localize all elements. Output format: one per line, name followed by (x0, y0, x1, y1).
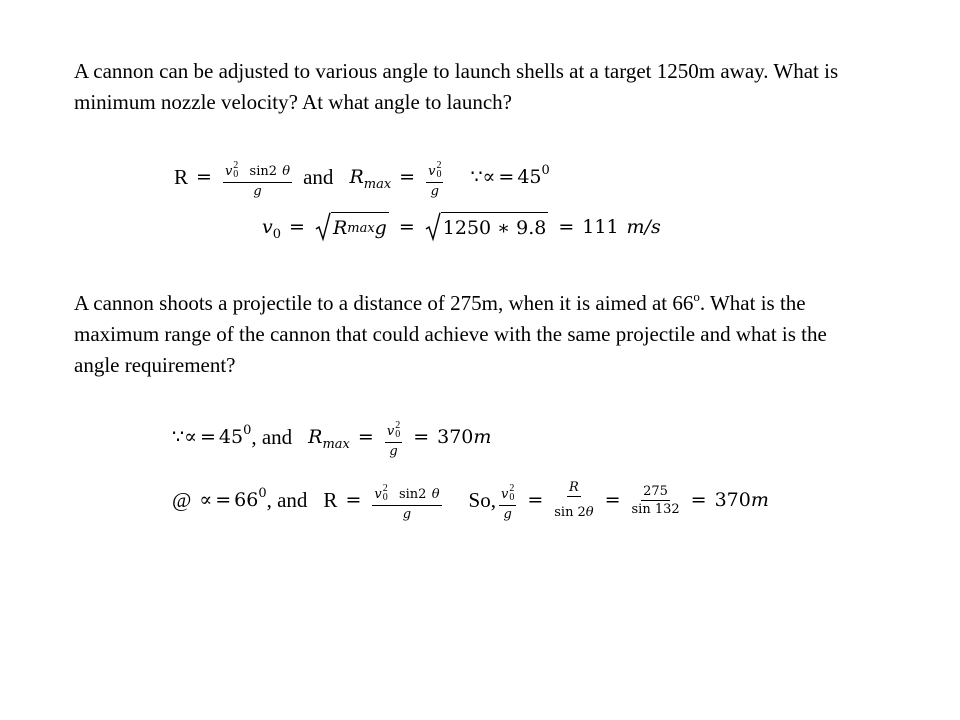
fraction-range (223, 158, 292, 198)
rmax-symbol (308, 426, 350, 453)
velocity-unit: m/s (626, 215, 661, 238)
degree-mark: o (693, 289, 700, 304)
rmax-symbol (349, 166, 392, 193)
max-range-result: 370 (437, 426, 474, 449)
equals-sign: = (498, 166, 515, 189)
denominator-sin-132: sin 132 (631, 502, 680, 518)
degree-superscript: 0 (541, 163, 550, 179)
equals-sign: = (558, 215, 575, 238)
equals-sign: = (357, 426, 374, 449)
so-word: So, (468, 488, 496, 513)
degree-superscript: 0 (243, 423, 252, 439)
theta-symbol: θ (431, 487, 440, 502)
range-symbol: R (174, 165, 189, 190)
sin-2-label: sin2 (249, 164, 278, 179)
problem-2-text (74, 288, 874, 381)
subscript: 0 (509, 492, 515, 504)
angle-value: 45 (517, 166, 542, 189)
exponent: 2 (436, 159, 442, 171)
problem-2-sentence-b: . What is the maximum range of the cannon that could achieve with the same projectile and what is the angle requirement? (74, 291, 827, 377)
gravity-symbol: g (402, 506, 412, 522)
velocity-symbol: v (500, 487, 509, 502)
and-word: and (303, 165, 334, 190)
fraction-numeric (631, 485, 679, 516)
max-subscript: max (363, 177, 392, 193)
max-subscript: max (322, 437, 350, 453)
equals-sign: = (215, 489, 232, 512)
v-letter: v (262, 215, 273, 238)
radical-sign-icon (315, 212, 331, 242)
g-letter: g (374, 217, 387, 239)
equals-sign: = (413, 426, 430, 449)
problem-2-sentence-a: A cannon shoots a projectile to a distance of 275m, when it is aimed at 66 (74, 291, 694, 315)
r-letter: R (349, 166, 364, 189)
gravity-symbol: g (430, 183, 439, 199)
equation-range-formula (174, 158, 550, 198)
proportional-symbol: ∝ (482, 166, 496, 189)
zero-subscript: 0 (272, 226, 282, 242)
theta-symbol: θ (585, 505, 594, 521)
exponent: 2 (395, 419, 401, 431)
degree-superscript: 0 (258, 486, 267, 502)
angle-value: 66 (234, 489, 259, 512)
gravity-symbol: g (389, 443, 398, 459)
equals-sign: = (604, 489, 621, 512)
subscript: 0 (436, 169, 442, 181)
exponent: 2 (509, 482, 515, 494)
gravity-symbol: g (253, 183, 262, 199)
two-digit: 2 (577, 505, 586, 521)
radical-sign-icon (425, 212, 441, 242)
fraction-v0-over-g (499, 481, 516, 521)
sqrt-rmax-g: R max g (315, 212, 389, 242)
sqrt-numeric (425, 212, 549, 242)
numerator-275: 275 (643, 484, 668, 500)
equals-sign: = (199, 426, 216, 449)
radicand-value: 1250 ∗ 9.8 (441, 212, 549, 242)
problem-1-sentence: A cannon can be adjusted to various angle to launch shells at a target 1250m away. What is minimum nozzle velocity? At what angle to launch? (74, 59, 839, 114)
velocity-symbol: v (224, 164, 233, 179)
meter-unit: m (473, 426, 492, 449)
r-letter: R (569, 480, 579, 496)
problem-1-text (74, 56, 874, 118)
equation-derivation (172, 481, 769, 521)
equals-sign: = (527, 489, 544, 512)
subscript: 0 (233, 169, 239, 181)
equation-velocity (262, 212, 661, 242)
angle-66 (234, 486, 267, 512)
proportional-symbol: ∝ (199, 489, 213, 512)
velocity-symbol: v (374, 487, 382, 502)
equals-sign: = (690, 489, 707, 512)
meter-unit: m (750, 489, 769, 512)
theta-symbol: θ (282, 164, 291, 179)
and-word: , and (251, 425, 293, 450)
equation-max-range (172, 418, 491, 458)
proportional-symbol: ∝ (184, 426, 197, 449)
angle-45 (517, 163, 550, 189)
fraction-range (372, 481, 441, 521)
fraction-rmax (426, 158, 443, 198)
exponent: 2 (233, 159, 239, 171)
and-word: , and (266, 488, 308, 513)
v0-symbol (262, 215, 282, 242)
equals-sign: = (398, 215, 415, 238)
r-letter: R (308, 426, 323, 449)
velocity-result: 111 (582, 215, 619, 238)
subscript: 0 (395, 429, 401, 441)
because-symbol: ∵ (470, 166, 483, 189)
r-letter: R (332, 217, 348, 239)
angle-value: 45 (218, 426, 244, 449)
gravity-symbol: g (503, 506, 512, 522)
equals-sign: = (196, 166, 212, 189)
fraction-rmax (385, 418, 402, 458)
exponent: 2 (382, 482, 388, 494)
equals-sign: = (399, 166, 416, 189)
sin-2-label: sin2 (398, 487, 427, 502)
sin-label: sin (554, 505, 574, 521)
result-value: 370 (714, 489, 751, 512)
because-symbol: ∵ (172, 426, 185, 449)
fraction-r-over-sin (554, 481, 593, 520)
subscript: 0 (382, 492, 388, 504)
velocity-symbol: v (428, 164, 436, 179)
range-symbol: R (323, 488, 338, 513)
angle-45 (218, 423, 252, 449)
equals-sign: = (345, 489, 362, 512)
velocity-symbol: v (386, 424, 395, 439)
at-symbol: @ (172, 488, 192, 513)
equals-sign: = (289, 215, 305, 238)
